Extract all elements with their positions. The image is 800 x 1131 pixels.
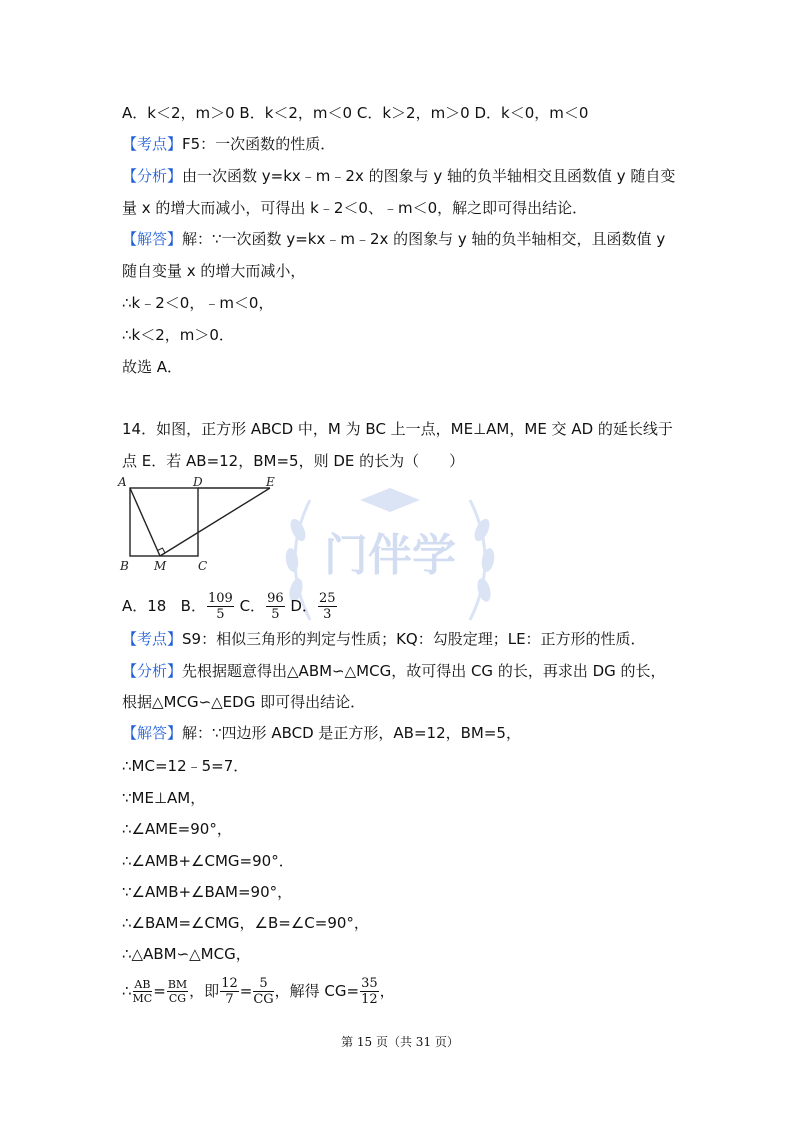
q14-fenxi-line-2: 根据△MCG∽△EDG 即可得出结论． [122,693,366,711]
q13-fenxi-line-2: 量 x 的增大而减小，可得出 k﹣2＜0、﹣m＜0，解之即可得出结论． [122,199,588,217]
fenxi-text: 先根据题意得出△ABM∽△MCG，故可得出 CG 的长，再求出 DG 的长， [182,662,666,680]
fenxi-tag: 【分析】 [122,167,183,185]
fraction-ab-mc: $\frac{AB}{MC}$ [132,978,153,1005]
fenxi-tag: 【分析】 [122,662,183,680]
label-a: A [118,475,127,489]
option-c-prefix: C． [239,597,266,615]
q13-jieda-line-2: 随自变量 x 的增大而减小， [122,262,306,280]
q14-proportion-line [122,976,395,1007]
label-d: D [193,475,203,489]
q14-step: ∴△ABM∽△MCG， [122,945,251,963]
q14-step: ∴∠AME=90°， [122,820,232,838]
q13-fenxi-line-1 [122,166,675,186]
solve-text: ，解得 CG= [274,982,360,1000]
fraction-bm-cg: $\frac{BM}{CG}$ [167,978,188,1005]
q13-step-1: ∴k﹣2＜0，﹣m＜0， [122,294,274,312]
q14-fenxi-line-1 [122,661,666,681]
square-geometry-figure [116,474,291,576]
end-text: ， [379,982,395,1000]
q13-answer: 故选 A． [122,358,183,376]
q14-step: ∵∠AMB+∠BAM=90°， [122,883,293,901]
svg-text:门伴学: 门伴学 [324,530,456,581]
kaodian-tag: 【考点】 [122,630,183,648]
equals-sign: = [239,982,253,1000]
q14-step: ∵ME⊥AM， [122,789,206,807]
therefore-symbol: ∴ [122,982,132,1000]
q13-step-2: ∴k＜2，m＞0． [122,326,234,344]
kaodian-text: S9：相似三角形的判定与性质；KQ：勾股定理；LE：正方形的性质． [182,630,646,648]
segment-me [160,488,270,556]
page-footer: 第 15 页（共 31 页） [341,1035,459,1049]
kaodian-tag: 【考点】 [122,135,183,153]
option-a: A．18 [122,597,167,615]
q13-jieda-line-1 [122,229,665,249]
label-e: E [266,475,275,489]
q14-options [122,591,338,622]
jieda-tag: 【解答】 [122,724,183,742]
jieda-text: 解：∵一次函数 y=kx﹣m﹣2x 的图象与 y 轴的负半轴相交，且函数值 y [182,230,666,248]
q14-stem-line-1: 14．如图，正方形 ABCD 中，M 为 BC 上一点，ME⊥AM，ME 交 AD 的延长线于 [122,420,673,438]
q14-stem-line-2: 点 E．若 AB=12，BM=5，则 DE 的长为（ ） [122,452,465,470]
fraction-12-7: $\frac{12}{7}$ [221,976,238,1007]
q14-kaodian [122,629,646,649]
mid-text: ，即 [189,982,220,1000]
jieda-tag: 【解答】 [122,230,183,248]
q13-options: A．k＜2，m＞0 B．k＜2，m＜0 C．k＞2，m＞0 D．k＜0，m＜0 [122,104,589,122]
equals-sign: = [153,982,166,1000]
option-d-fraction: $\frac{25}{3}$ [318,591,336,622]
q14-step: ∴MC=12﹣5=7． [122,757,249,775]
option-b-fraction: $\frac{109}{5}$ [207,591,233,622]
q13-kaodian [122,134,335,154]
label-b: B [120,559,129,573]
option-c-fraction: $\frac{96}{5}$ [267,591,284,622]
label-m: M [154,559,167,573]
fraction-5-cg: $\frac{5}{CG}$ [253,976,274,1007]
q14-jieda-line-1 [122,723,521,743]
q14-step: ∴∠BAM=∠CMG，∠B=∠C=90°， [122,914,369,932]
option-d-prefix: D． [290,597,317,615]
fraction-35-12: $\frac{35}{12}$ [361,976,378,1007]
option-b-prefix: B． [180,597,206,615]
fenxi-text: 由一次函数 y=kx﹣m﹣2x 的图象与 y 轴的负半轴相交且函数值 y 随自变 [182,167,676,185]
segment-am [130,488,160,556]
square-abcd [130,488,198,556]
label-c: C [198,559,208,573]
kaodian-text: F5：一次函数的性质． [182,135,336,153]
q14-step: ∴∠AMB+∠CMG=90°． [122,852,294,870]
jieda-text: 解：∵四边形 ABCD 是正方形，AB=12，BM=5， [182,724,521,742]
